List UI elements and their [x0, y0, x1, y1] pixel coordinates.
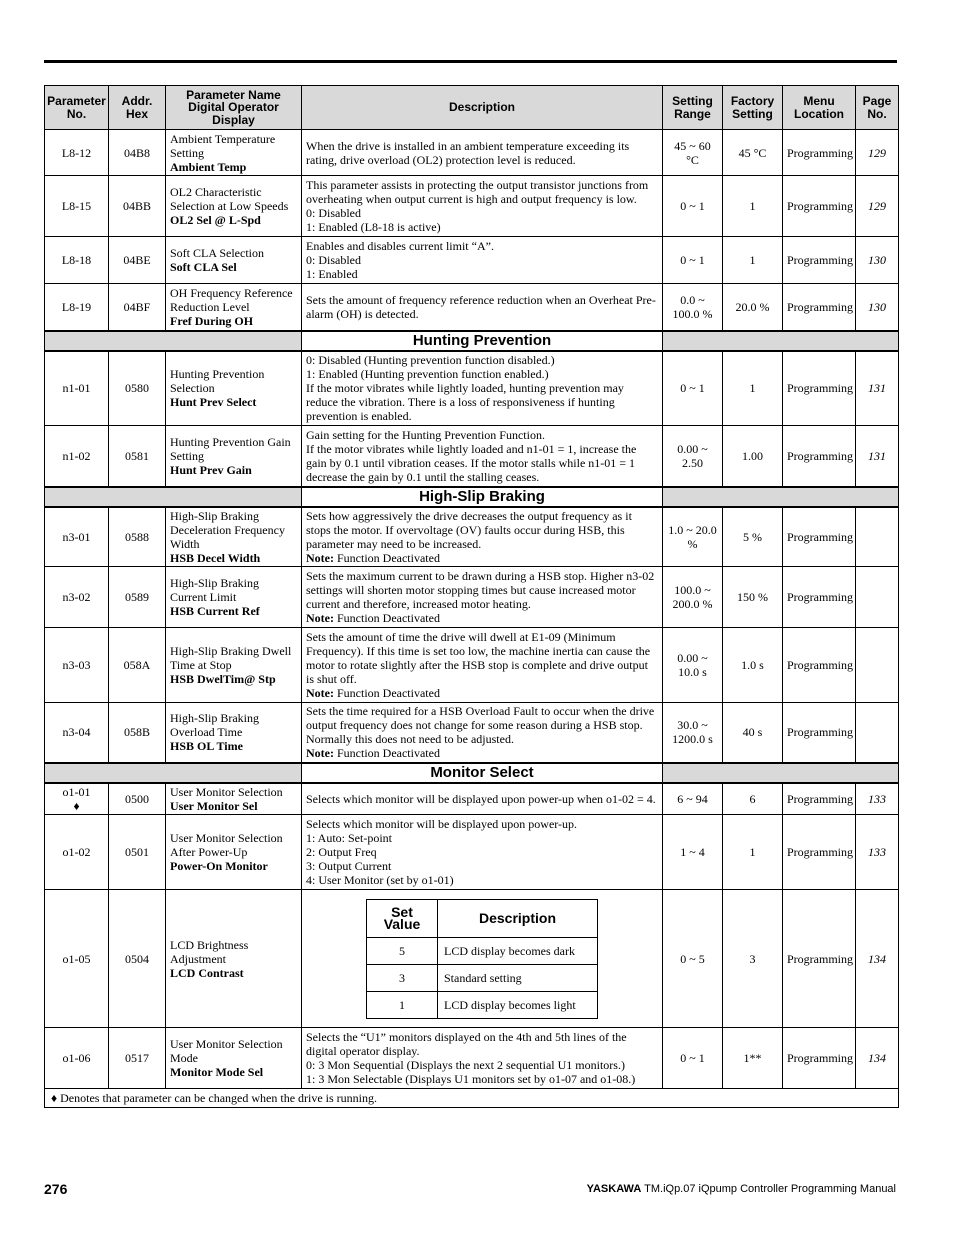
sub-header-description: Description [438, 899, 598, 937]
operator-display: OL2 Sel @ L-Spd [170, 213, 261, 227]
page-ref: 134 [856, 1028, 899, 1089]
param-no: n1-02 [45, 426, 109, 487]
setting-range: 0.00 ~ 10.0 s [663, 628, 723, 703]
col-header-menu-location: Menu Location [783, 86, 856, 130]
set-value: 3 [367, 964, 438, 991]
factory-setting: 1.0 s [723, 628, 783, 703]
param-name: Hunting Prevention Selection [170, 367, 265, 396]
param-name: Ambient Temperature Setting [170, 131, 276, 160]
setting-range: 1.0 ~ 20.0 % [663, 507, 723, 567]
description-line: Gain setting for the Hunting Prevention Function. [306, 427, 545, 442]
col-header-setting-range: Setting Range [663, 86, 723, 130]
description [302, 890, 663, 1028]
table-row [45, 703, 899, 763]
addr-hex: 0580 [109, 351, 166, 426]
col-header-description: Description [302, 86, 663, 130]
section-header-monitor-select [45, 763, 899, 783]
menu-location: Programming [783, 284, 856, 331]
note-label: Note: [306, 611, 334, 625]
note-line [306, 611, 658, 625]
set-value-description: LCD display becomes light [438, 991, 598, 1018]
param-no: o1-05 [45, 890, 109, 1028]
description-line: Sets the amount of frequency reference reduction when an Overheat Pre-alarm (OH) is detected. [306, 292, 656, 321]
factory-setting: 150 % [723, 567, 783, 628]
table-row [45, 628, 899, 703]
set-value-description: Standard setting [438, 964, 598, 991]
menu-location: Programming [783, 628, 856, 703]
table-row [45, 783, 899, 815]
param-no: n3-01 [45, 507, 109, 567]
menu-location: Programming [783, 890, 856, 1028]
description-line: If the motor vibrates while lightly loaded and n1-01 = 1, increase the gain by 0.1 until vibration ceases. If the motor stalls while n1-01 = 1 decrease the gain by 0.1 until the stalling ceases. [306, 441, 637, 484]
menu-location: Programming [783, 237, 856, 284]
addr-hex: 058A [109, 628, 166, 703]
param-no-cell [45, 783, 109, 815]
description-line: Selects which monitor will be displayed upon power-up when o1-02 = 4. [306, 791, 656, 806]
brand-name: YASKAWA [586, 1183, 642, 1195]
set-value: 5 [367, 937, 438, 964]
param-name-cell [166, 130, 302, 176]
page-ref [856, 703, 899, 763]
description-line: 0: 3 Mon Sequential (Displays the next 2 sequential U1 monitors.) [306, 1058, 625, 1072]
footnote: ♦ Denotes that parameter can be changed when the drive is running. [45, 1089, 899, 1108]
setting-range: 1 ~ 4 [663, 815, 723, 890]
setting-range: 30.0 ~ 1200.0 s [663, 703, 723, 763]
factory-setting: 3 [723, 890, 783, 1028]
section-shade [45, 331, 302, 351]
factory-setting: 1.00 [723, 426, 783, 487]
note-label: Note: [306, 686, 334, 700]
table-row [45, 426, 899, 487]
param-name: High-Slip Braking Deceleration Frequency Width [170, 508, 285, 551]
operator-display: Fref During OH [170, 313, 254, 328]
operator-display: User Monitor Sel [170, 798, 258, 813]
description [302, 1028, 663, 1089]
menu-location: Programming [783, 176, 856, 237]
menu-location: Programming [783, 507, 856, 567]
operator-display: Ambient Temp [170, 159, 247, 174]
footnote-row [45, 1089, 899, 1108]
description-line: 0: Disabled (Hunting prevention function disabled.) [306, 353, 555, 368]
operator-display: Power-On Monitor [170, 859, 268, 873]
table-row [45, 507, 899, 567]
param-no: n3-02 [45, 567, 109, 628]
operator-display: Hunt Prev Gain [170, 462, 252, 477]
param-name-cell [166, 351, 302, 426]
description [302, 284, 663, 331]
param-name: High-Slip Braking Dwell Time at Stop [170, 644, 292, 672]
manual-footer [587, 1183, 896, 1195]
description [302, 628, 663, 703]
table-row [45, 130, 899, 176]
description-line: 1: Auto: Set-point [306, 831, 393, 845]
addr-hex: 0500 [109, 783, 166, 815]
param-name-cell [166, 507, 302, 567]
parameter-table [44, 85, 899, 1108]
param-name: Hunting Prevention Gain Setting [170, 434, 291, 463]
note-line [306, 686, 658, 700]
addr-hex: 058B [109, 703, 166, 763]
param-name: High-Slip Braking Overload Time [170, 711, 259, 740]
setting-range: 0 ~ 1 [663, 176, 723, 237]
addr-hex: 0501 [109, 815, 166, 890]
operator-display: HSB Current Ref [170, 604, 260, 618]
description-line: 3: Output Current [306, 859, 392, 873]
description [302, 237, 663, 284]
param-name: OL2 Characteristic Selection at Low Speeds [170, 185, 289, 213]
param-name-cell [166, 1028, 302, 1089]
note-text: Function Deactivated [336, 550, 440, 565]
addr-hex: 0517 [109, 1028, 166, 1089]
section-shade [45, 487, 302, 507]
table-row [45, 284, 899, 331]
note-text: Function Deactivated [336, 746, 440, 761]
description-line: 1: 3 Mon Selectable (Displays U1 monitors set by o1-07 and o1-08.) [306, 1072, 636, 1086]
page-ref: 130 [856, 284, 899, 331]
menu-location: Programming [783, 130, 856, 176]
section-title: Monitor Select [302, 763, 663, 783]
section-shade [663, 487, 899, 507]
param-no: L8-12 [45, 130, 109, 176]
col-header-page-no: Page No. [856, 86, 899, 130]
description-line: 1: Enabled (Hunting prevention function enabled.) [306, 367, 549, 382]
col-header-param-name: Parameter Name Digital Operator Display [166, 86, 302, 130]
table-row [45, 176, 899, 237]
addr-hex: 0588 [109, 507, 166, 567]
factory-setting: 5 % [723, 507, 783, 567]
note-label: Note: [306, 550, 334, 565]
param-no: o1-02 [45, 815, 109, 890]
description-line: 1: Enabled (L8-18 is active) [306, 220, 441, 234]
param-name-cell [166, 628, 302, 703]
description-line: This parameter assists in protecting the output transistor junctions from overheating when output current is high and output frequency is low. [306, 178, 649, 206]
factory-setting: 1** [723, 1028, 783, 1089]
section-title: Hunting Prevention [302, 331, 663, 351]
factory-setting: 45 °C [723, 130, 783, 176]
param-no: o1-06 [45, 1028, 109, 1089]
page-number: 276 [44, 1181, 68, 1197]
setting-range: 0 ~ 1 [663, 1028, 723, 1089]
param-name-cell [166, 426, 302, 487]
param-name-cell [166, 815, 302, 890]
menu-location: Programming [783, 703, 856, 763]
addr-hex: 0589 [109, 567, 166, 628]
page-ref [856, 567, 899, 628]
operator-display: HSB DwelTim@ Stp [170, 672, 276, 686]
operator-display: Monitor Mode Sel [170, 1065, 264, 1079]
description-line: Sets the amount of time the drive will dwell at E1-09 (Minimum Frequency). If this time is set too low, the machine inertia can cause the motor to rotate slightly after the HSB stop is complete and drive output is shut off. [306, 630, 651, 686]
menu-location: Programming [783, 783, 856, 815]
sub-table-row [367, 991, 598, 1018]
note-line [306, 551, 658, 565]
description-line: If the motor vibrates while lightly loaded, hunting prevention may reduce the vibration. There is a loss of responsiveness if hunting prevention is enabled. [306, 381, 624, 424]
note-line [306, 746, 658, 760]
description [302, 703, 663, 763]
manual-title: TM.iQp.07 iQpump Controller Programming Manual [644, 1183, 896, 1195]
table-row [45, 1028, 899, 1089]
factory-setting: 40 s [723, 703, 783, 763]
section-header-high-slip-braking [45, 487, 899, 507]
menu-location: Programming [783, 815, 856, 890]
description [302, 351, 663, 426]
description-line: 1: Enabled [306, 267, 358, 281]
page-ref: 134 [856, 890, 899, 1028]
sub-table-row [367, 964, 598, 991]
set-value: 1 [367, 991, 438, 1018]
param-name-cell [166, 890, 302, 1028]
description-line: When the drive is installed in an ambient temperature exceeding its rating, drive overload (OL2) protection level is reduced. [306, 138, 630, 167]
param-name: User Monitor Selection After Power-Up [170, 831, 283, 859]
col-header-param-no: Parameter No. [45, 86, 109, 130]
description [302, 783, 663, 815]
table-row [45, 237, 899, 284]
description-line: Sets how aggressively the drive decreases the output frequency as it stops the motor. If overvoltage (OV) faults occur during HSB, this parameter may need to be increased. [306, 508, 632, 551]
table-row [45, 351, 899, 426]
addr-hex: 0581 [109, 426, 166, 487]
description-line: Sets the maximum current to be drawn during a HSB stop. Higher n3-02 settings will shorten motor stopping times but cause increased motor current and therefore, increased motor heating. [306, 569, 655, 611]
menu-location: Programming [783, 567, 856, 628]
sub-table-row [367, 937, 598, 964]
description-line: Enables and disables current limit “A”. [306, 239, 494, 253]
operator-display: HSB OL Time [170, 739, 243, 754]
page-ref [856, 507, 899, 567]
setting-range: 100.0 ~ 200.0 % [663, 567, 723, 628]
page-ref: 129 [856, 176, 899, 237]
addr-hex: 04BE [109, 237, 166, 284]
factory-setting: 1 [723, 351, 783, 426]
note-label: Note: [306, 746, 334, 761]
factory-setting: 1 [723, 176, 783, 237]
page-ref: 130 [856, 237, 899, 284]
description [302, 567, 663, 628]
page-ref: 131 [856, 351, 899, 426]
setting-range: 45 ~ 60 °C [663, 130, 723, 176]
page-ref: 131 [856, 426, 899, 487]
operator-display: Hunt Prev Select [170, 395, 257, 410]
param-no: L8-18 [45, 237, 109, 284]
top-rule [44, 60, 897, 63]
description-line: Selects the “U1” monitors displayed on the 4th and 5th lines of the digital operator display. [306, 1030, 627, 1058]
header-row [45, 86, 899, 130]
section-header-hunting-prevention [45, 331, 899, 351]
section-title: High-Slip Braking [302, 487, 663, 507]
page-ref: 129 [856, 130, 899, 176]
description [302, 130, 663, 176]
param-name-cell [166, 783, 302, 815]
param-no: n1-01 [45, 351, 109, 426]
setting-range: 0 ~ 1 [663, 237, 723, 284]
description-line: 2: Output Freq [306, 845, 377, 859]
param-no: o1-01 [62, 784, 91, 799]
description-line: Sets the time required for a HSB Overload Fault to occur when the drive output frequency does not change for some reason during a HSB stop. Normally this does not need to be adjusted. [306, 704, 655, 747]
param-no: n3-03 [45, 628, 109, 703]
page-ref: 133 [856, 815, 899, 890]
description [302, 507, 663, 567]
factory-setting: 6 [723, 783, 783, 815]
setting-range: 6 ~ 94 [663, 783, 723, 815]
param-name-cell [166, 567, 302, 628]
page-ref [856, 628, 899, 703]
description-line: Selects which monitor will be displayed upon power-up. [306, 817, 578, 831]
set-value-description: LCD display becomes dark [438, 937, 598, 964]
setting-range: 0.00 ~ 2.50 [663, 426, 723, 487]
note-text: Function Deactivated [336, 686, 440, 700]
section-shade [45, 763, 302, 783]
description [302, 176, 663, 237]
factory-setting: 20.0 % [723, 284, 783, 331]
operator-display: LCD Contrast [170, 965, 244, 980]
param-name: OH Frequency Reference Reduction Level [170, 285, 293, 314]
description-line: 0: Disabled [306, 253, 361, 267]
setting-range: 0.0 ~ 100.0 % [663, 284, 723, 331]
param-no: n3-04 [45, 703, 109, 763]
page-ref: 133 [856, 783, 899, 815]
param-name: High-Slip Braking Current Limit [170, 576, 259, 604]
note-text: Function Deactivated [336, 611, 440, 625]
param-name: User Monitor Selection Mode [170, 1037, 283, 1065]
table-row [45, 890, 899, 1028]
operator-display: Soft CLA Sel [170, 260, 237, 274]
param-name: User Monitor Selection [170, 784, 283, 799]
col-header-factory-setting: Factory Setting [723, 86, 783, 130]
setting-range: 0 ~ 1 [663, 351, 723, 426]
addr-hex: 04BB [109, 176, 166, 237]
menu-location: Programming [783, 1028, 856, 1089]
col-header-addr-hex: Addr. Hex [109, 86, 166, 130]
section-shade [663, 331, 899, 351]
addr-hex: 0504 [109, 890, 166, 1028]
lcd-setting-table [366, 899, 598, 1019]
param-no: L8-15 [45, 176, 109, 237]
param-name-cell [166, 237, 302, 284]
param-name: LCD Brightness Adjustment [170, 937, 249, 966]
param-name-cell [166, 176, 302, 237]
menu-location: Programming [783, 426, 856, 487]
table-row [45, 815, 899, 890]
description [302, 815, 663, 890]
factory-setting: 1 [723, 815, 783, 890]
description-line: 4: User Monitor (set by o1-01) [306, 873, 454, 887]
param-name-cell [166, 703, 302, 763]
section-shade [663, 763, 899, 783]
table-row [45, 567, 899, 628]
setting-range: 0 ~ 5 [663, 890, 723, 1028]
param-no: L8-19 [45, 284, 109, 331]
param-name-cell [166, 284, 302, 331]
param-name: Soft CLA Selection [170, 246, 264, 260]
menu-location: Programming [783, 351, 856, 426]
addr-hex: 04B8 [109, 130, 166, 176]
addr-hex: 04BF [109, 284, 166, 331]
description-line: 0: Disabled [306, 206, 361, 220]
description [302, 426, 663, 487]
operator-display: HSB Decel Width [170, 550, 261, 565]
sub-header-set-value: Set Value [367, 899, 438, 937]
factory-setting: 1 [723, 237, 783, 284]
run-change-diamond-icon: ♦ [73, 798, 80, 813]
